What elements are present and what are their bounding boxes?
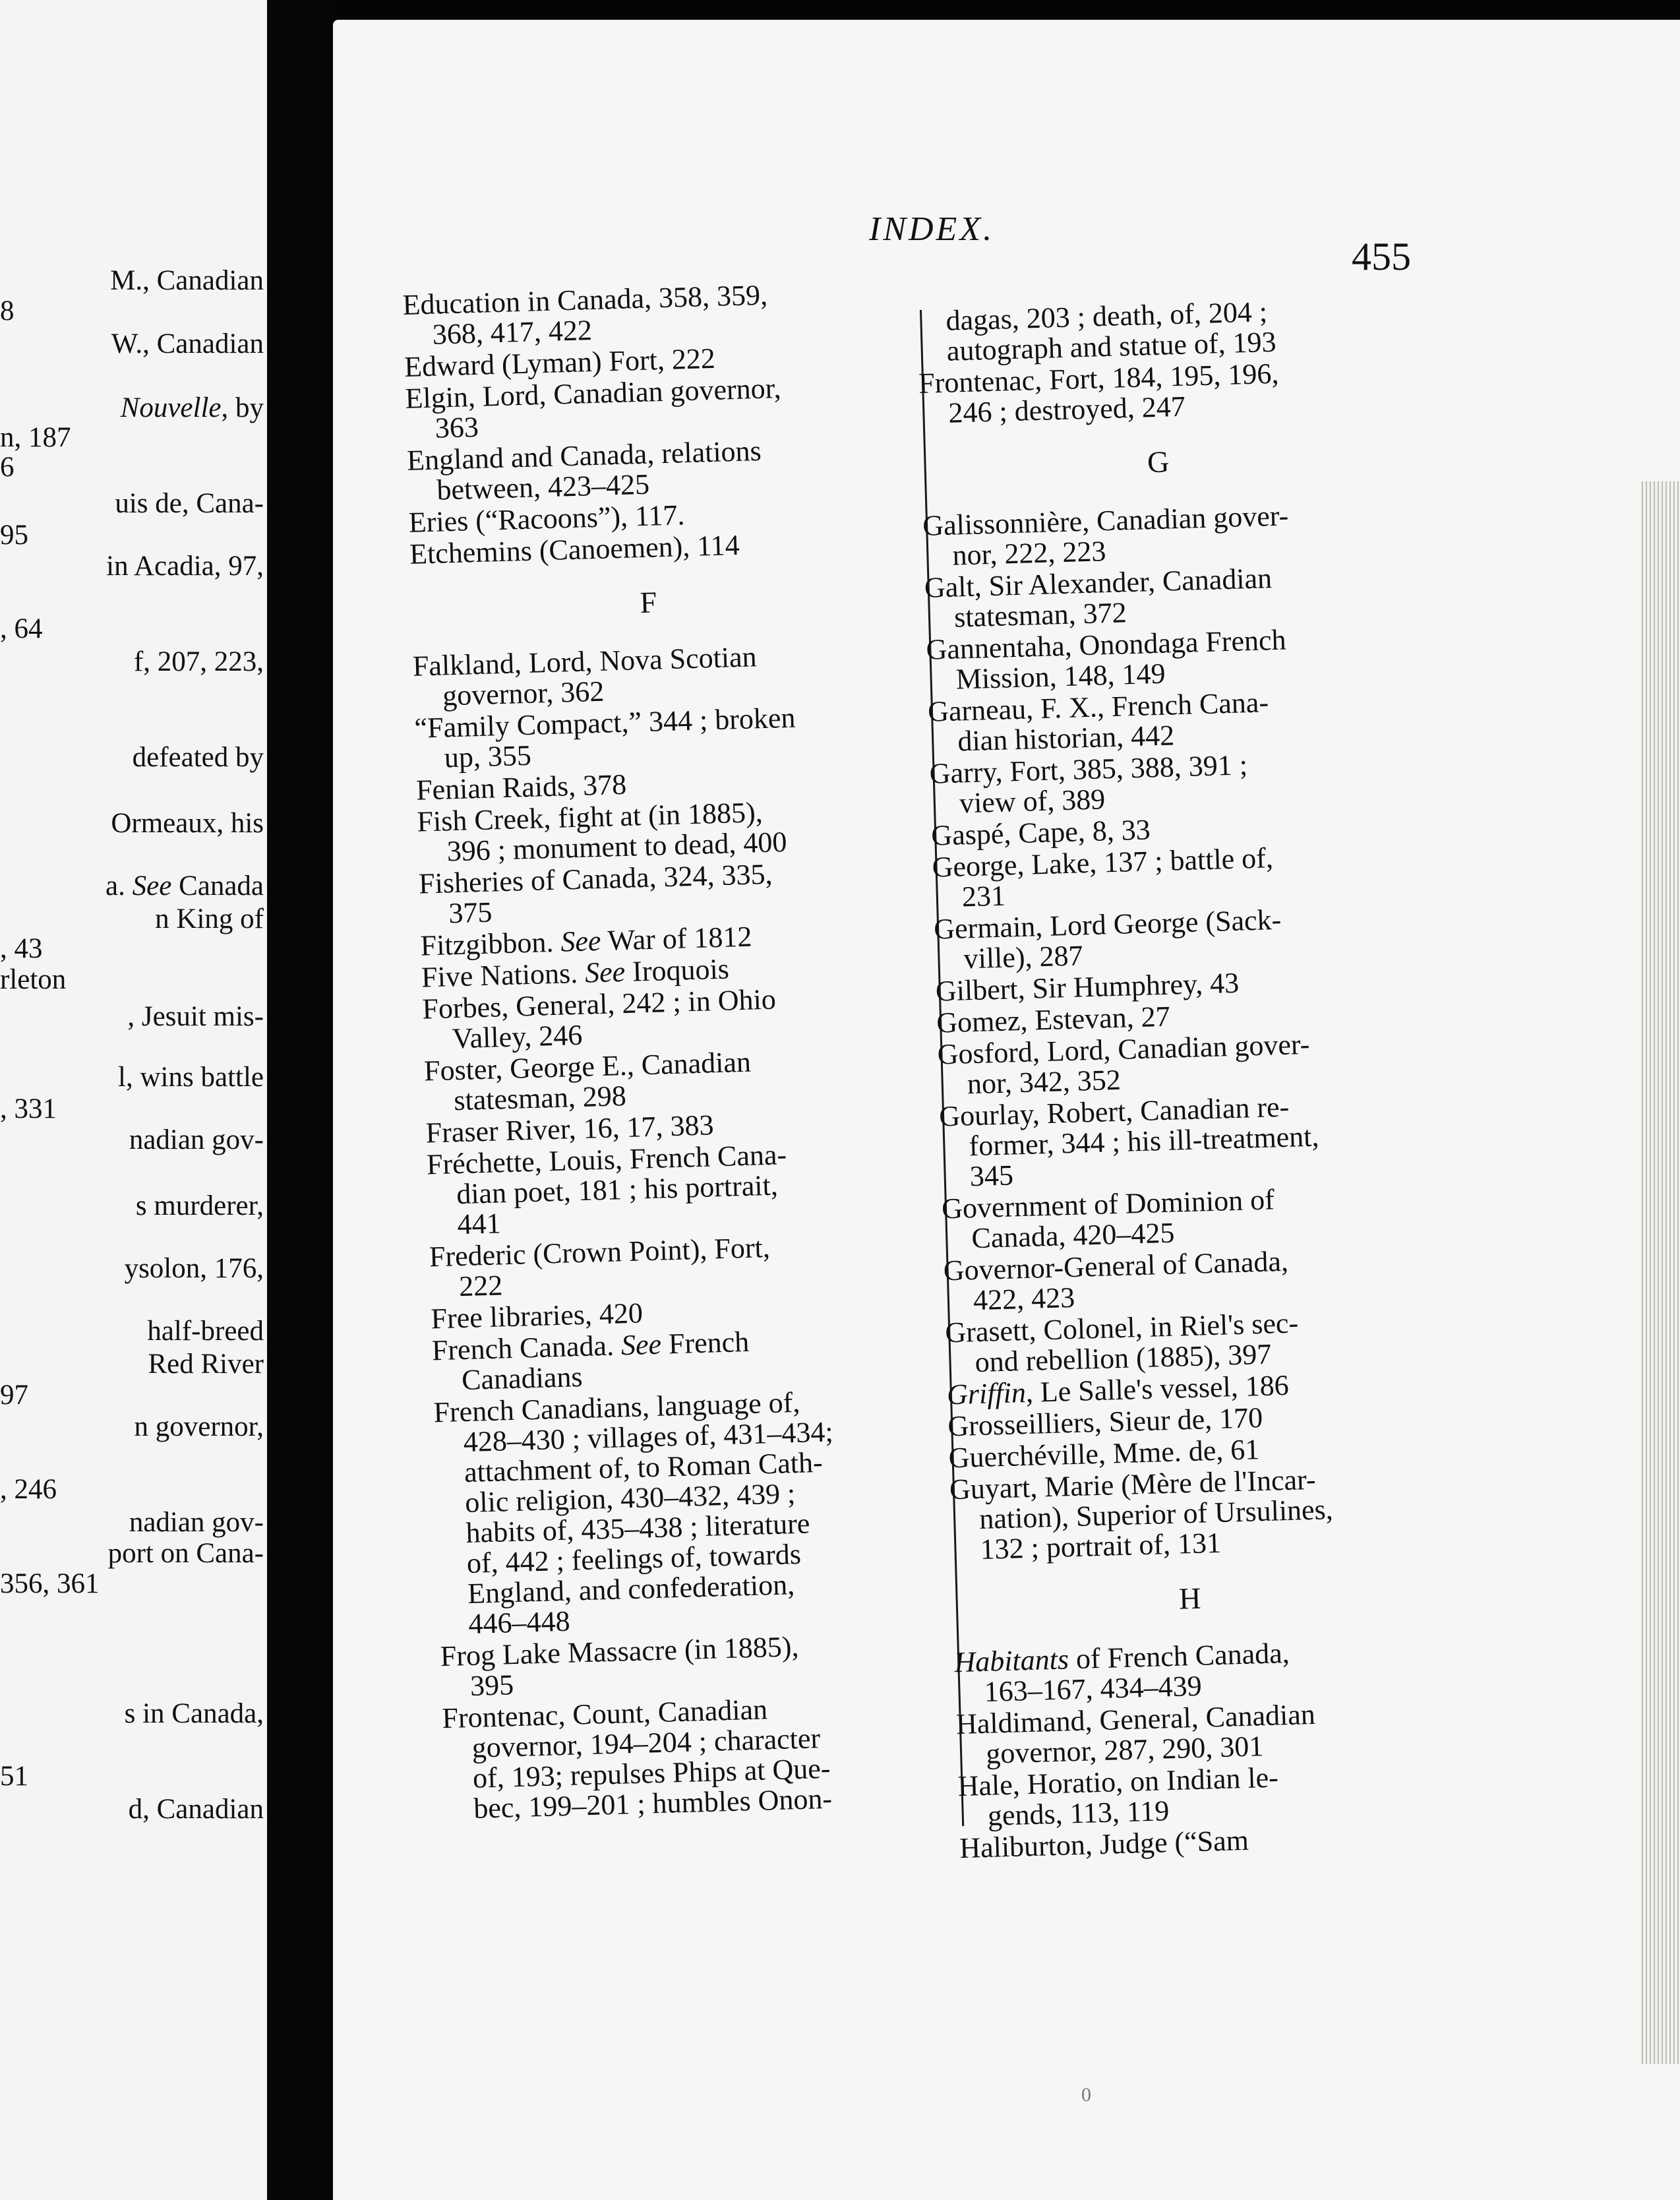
entry-continuation-line: olic religion, 430–432, 439 ; xyxy=(464,1477,796,1519)
page-number: 455 xyxy=(1352,235,1411,278)
facing-page-line: W., Canadian xyxy=(111,328,264,359)
entry-continuation-line: 446–448 xyxy=(467,1604,571,1640)
facing-page-line: 97 xyxy=(0,1380,28,1411)
facing-page-line: Ormeaux, his xyxy=(111,808,264,839)
entry-continuation-line: of, 193; repulses Phips at Que- xyxy=(472,1752,831,1794)
entry-heading-line: Governor-General of Canada, xyxy=(943,1244,1289,1287)
entry-heading-line: Five Nations. See Iroquois xyxy=(421,952,730,994)
entry-heading-line: “Family Compact,” 344 ; broken xyxy=(413,701,796,745)
entry-continuation-line: 132 ; portrait of, 131 xyxy=(979,1526,1222,1566)
facing-page-line: uis de, Cana- xyxy=(115,488,264,519)
entry-heading-line: Grosseilliers, Sieur de, 170 xyxy=(947,1401,1263,1443)
entry-heading-line: Grasett, Colonel, in Riel's sec- xyxy=(944,1306,1299,1349)
entry-continuation-line: 368, 417, 422 xyxy=(432,313,593,351)
facing-page-line: Red River xyxy=(148,1349,264,1380)
entry-continuation-line: Canada, 420–425 xyxy=(971,1216,1175,1255)
facing-page-line: n, 187 xyxy=(0,422,71,453)
entry-continuation-line: autograph and statue of, 193 xyxy=(946,325,1277,367)
entry-continuation-line: 231 xyxy=(961,879,1006,913)
entry-continuation-line: view of, 389 xyxy=(959,783,1106,820)
facing-page-line: n governor, xyxy=(134,1411,264,1442)
entry-heading-line: Gomez, Estevan, 27 xyxy=(936,1000,1171,1039)
entry-continuation-line: nor, 342, 352 xyxy=(967,1063,1122,1101)
facing-page-line: nadian gov- xyxy=(129,1124,264,1155)
entry-continuation-line: Valley, 246 xyxy=(452,1018,583,1055)
entry-heading-line: dagas, 203 ; death, of, 204 ; xyxy=(945,295,1268,337)
facing-page-line: 95 xyxy=(0,520,28,551)
entry-heading-line: Gaspé, Cape, 8, 33 xyxy=(930,813,1151,852)
entry-heading-line: Habitants of French Canada, xyxy=(953,1637,1290,1679)
index-entry xyxy=(939,1087,1443,1192)
facing-page-line: s in Canada, xyxy=(124,1698,264,1729)
entry-heading-line: Garneau, F. X., French Cana- xyxy=(927,686,1269,728)
entry-heading-line: French Canadians, language of, xyxy=(433,1386,800,1429)
index-entry xyxy=(918,355,1421,429)
facing-page-line: , 64 xyxy=(0,613,43,644)
facing-page-line: , Jesuit mis- xyxy=(127,1001,264,1032)
book-gutter xyxy=(267,0,333,2200)
facing-page-line: defeated by xyxy=(132,742,264,773)
facing-page-line: f, 207, 223, xyxy=(133,646,264,677)
facing-page-line: s murderer, xyxy=(135,1190,264,1221)
entry-heading-line: Edward (Lyman) Fort, 222 xyxy=(404,342,716,383)
entry-continuation-line: gends, 113, 119 xyxy=(987,1794,1170,1832)
index-entry xyxy=(442,1690,946,1825)
section-letter: H xyxy=(1178,1581,1202,1616)
entry-heading-line: Guerchéville, Mme. de, 61 xyxy=(948,1433,1260,1475)
index-entry xyxy=(949,1461,1453,1566)
entry-heading-line: Griffin, Le Salle's vessel, 186 xyxy=(946,1368,1290,1411)
entry-continuation-line: 422, 423 xyxy=(973,1281,1075,1317)
entry-continuation-line: between, 423–425 xyxy=(436,468,650,506)
facing-page-line: M., Canadian xyxy=(110,265,264,296)
entry-continuation-line: statesman, 298 xyxy=(453,1079,627,1117)
entry-heading-line: Etchemins (Canoemen), 114 xyxy=(409,528,740,570)
entry-heading-line: Gosford, Lord, Canadian gover- xyxy=(936,1027,1311,1071)
entry-continuation-line: governor, 362 xyxy=(442,675,605,712)
entry-heading-line: Garry, Fort, 385, 388, 391 ; xyxy=(929,749,1248,790)
entry-continuation-line: ond rebellion (1885), 397 xyxy=(975,1337,1272,1379)
entry-continuation-line: Mission, 148, 149 xyxy=(955,657,1166,696)
facing-page-line: 6 xyxy=(0,452,15,483)
entry-heading-line: Elgin, Lord, Canadian governor, xyxy=(404,372,782,415)
entry-continuation-line: Canadians xyxy=(461,1360,584,1397)
entry-heading-line: Fish Creek, fight at (in 1885), xyxy=(416,796,764,838)
facing-page-line: half-breed xyxy=(147,1316,264,1347)
facing-page-line: rleton xyxy=(0,964,67,995)
facing-page-line: , 331 xyxy=(0,1093,57,1124)
entry-heading-line: Foster, George E., Canadian xyxy=(423,1045,752,1087)
entry-heading-line: Frontenac, Fort, 184, 195, 196, xyxy=(918,357,1280,400)
index-column-1 xyxy=(402,276,946,1826)
entry-heading-line: Falkland, Lord, Nova Scotian xyxy=(412,640,758,683)
facing-page-left xyxy=(0,0,271,2200)
entry-heading-line: Haliburton, Judge (“Sam xyxy=(959,1823,1249,1865)
entry-continuation-line: of, 442 ; feelings of, towards xyxy=(466,1537,802,1580)
facing-page-line: 51 xyxy=(0,1761,28,1792)
entry-heading-line: Forbes, General, 242 ; in Ohio xyxy=(421,983,777,1025)
index-column-2 xyxy=(916,293,1461,1865)
facing-page-line: port on Cana- xyxy=(107,1538,264,1569)
entry-heading-line: Guyart, Marie (Mère de l'Incar- xyxy=(949,1463,1317,1506)
entry-heading-line: Galissonnière, Canadian gover- xyxy=(922,499,1289,542)
entry-heading-line: Hale, Horatio, on Indian le- xyxy=(957,1761,1279,1803)
entry-continuation-line: 246 ; destroyed, 247 xyxy=(947,390,1186,429)
entry-continuation-line: nor, 222, 223 xyxy=(951,535,1107,572)
facing-page-line: nadian gov- xyxy=(129,1507,264,1538)
facing-page-line: n King of xyxy=(155,903,264,934)
facing-page-text xyxy=(0,0,267,2200)
entry-continuation-line: attachment of, to Roman Cath- xyxy=(464,1446,824,1489)
section-letter: F xyxy=(639,585,657,620)
index-entry xyxy=(433,1384,941,1640)
facing-page-line: , 246 xyxy=(0,1474,57,1505)
entry-continuation-line: up, 355 xyxy=(444,739,532,774)
entry-continuation-line: ville), 287 xyxy=(963,939,1084,975)
entry-heading-line: Gannentaha, Onondaga French xyxy=(925,623,1287,666)
entry-continuation-line: bec, 199–201 ; humbles Onon- xyxy=(473,1782,833,1825)
entry-heading-line: Frontenac, Count, Canadian xyxy=(441,1693,768,1735)
entry-continuation-line: 441 xyxy=(456,1207,502,1241)
entry-continuation-line: 363 xyxy=(435,410,479,444)
entry-continuation-line: dian historian, 442 xyxy=(957,719,1175,758)
entry-continuation-line: 395 xyxy=(469,1668,514,1702)
entry-heading-line: Fenian Raids, 378 xyxy=(415,768,627,807)
section-letter: G xyxy=(1147,444,1170,479)
index-entry xyxy=(426,1136,930,1240)
entry-heading-line: England and Canada, relations xyxy=(406,434,762,477)
entry-continuation-line: statesman, 372 xyxy=(953,596,1127,634)
footer-mark: 0 xyxy=(1081,2084,1091,2106)
entry-heading-line: Eries (“Racoons”), 117. xyxy=(408,499,686,539)
entry-heading-line: Fraser River, 16, 17, 383 xyxy=(425,1109,715,1149)
facing-page-line: ysolon, 176, xyxy=(124,1253,264,1284)
entry-continuation-line: governor, 194–204 ; character xyxy=(471,1722,821,1764)
entry-heading-line: Frederic (Crown Point), Fort, xyxy=(429,1231,771,1273)
facing-page-line: , 43 xyxy=(0,933,43,964)
entry-continuation-line: England, and confederation, xyxy=(467,1568,795,1610)
entry-continuation-line: dian poet, 181 ; his portrait, xyxy=(456,1169,779,1211)
entry-heading-line: Gourlay, Robert, Canadian re- xyxy=(938,1090,1290,1133)
entry-continuation-line: governor, 287, 290, 301 xyxy=(985,1730,1264,1770)
running-head: INDEX. xyxy=(869,210,995,248)
page-edge xyxy=(1639,481,1680,2064)
entry-heading-line: Government of Dominion of xyxy=(941,1183,1275,1225)
entry-continuation-line: habits of, 435–438 ; literature xyxy=(465,1507,810,1550)
entry-heading-line: Haldimand, General, Canadian xyxy=(955,1697,1316,1741)
entry-continuation-line: nation), Superior of Ursulines, xyxy=(978,1493,1334,1536)
entry-continuation-line: 345 xyxy=(969,1159,1014,1193)
entry-heading-line: Gilbert, Sir Humphrey, 43 xyxy=(935,966,1240,1008)
entry-heading-line: Fitzgibbon. See War of 1812 xyxy=(420,920,753,962)
entry-heading-line: Germain, Lord George (Sack- xyxy=(933,903,1282,946)
entry-heading-line: Fréchette, Louis, French Cana- xyxy=(426,1138,787,1181)
entry-heading-line: Free libraries, 420 xyxy=(430,1297,644,1335)
entry-continuation-line: 222 xyxy=(458,1269,503,1303)
facing-page-line: in Acadia, 97, xyxy=(106,551,264,582)
facing-page-line: 356, 361 xyxy=(0,1568,100,1599)
entry-heading-line: George, Lake, 137 ; battle of, xyxy=(932,841,1274,884)
entry-heading-line: French Canada. See French xyxy=(431,1325,750,1367)
entry-heading-line: Frog Lake Massacre (in 1885), xyxy=(440,1630,800,1673)
facing-page-line: a. See Canada xyxy=(105,871,264,901)
entry-heading-line: Galt, Sir Alexander, Canadian xyxy=(924,562,1273,604)
facing-page-line: l, wins battle xyxy=(118,1062,264,1093)
facing-page-line: Nouvelle, by xyxy=(120,392,264,423)
entry-continuation-line: 163–167, 434–439 xyxy=(984,1669,1203,1708)
facing-page-line: d, Canadian xyxy=(128,1794,264,1825)
facing-page-line: 8 xyxy=(0,295,15,326)
entry-continuation-line: 396 ; monument to dead, 400 xyxy=(446,826,787,868)
entry-continuation-line: former, 344 ; his ill-treatment, xyxy=(968,1120,1320,1163)
entry-continuation-line: 428–430 ; villages of, 431–434; xyxy=(463,1415,834,1459)
entry-heading-line: Education in Canada, 358, 359, xyxy=(402,278,768,321)
entry-heading-line: Fisheries of Canada, 324, 335, xyxy=(418,857,773,900)
entry-continuation-line: 375 xyxy=(448,896,493,930)
